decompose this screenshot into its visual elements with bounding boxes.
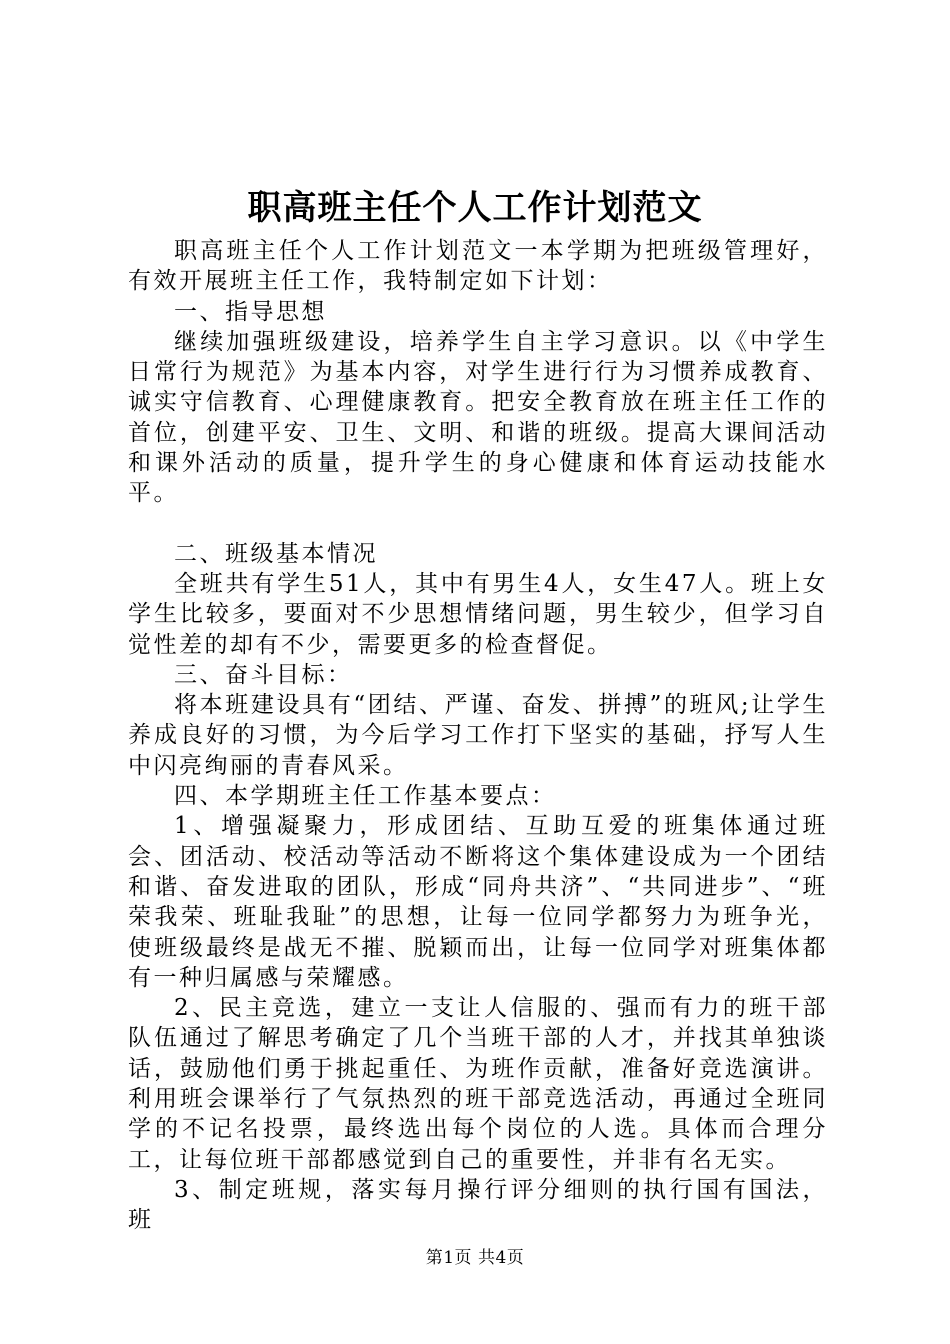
paragraph-point-2: 2、民主竞选，建立一支让人信服的、强而有力的班干部队伍通过了解思考确定了几个当班干部的人才，并找其单独谈话，鼓励他们勇于挑起重任、为班作贡献，准备好竞选演讲。利用班会课举行了气氛热烈的班干部竞选活动，再通过全班同学的不记名投票，最终选出每个岗位的人选。具体而合理分工，让每位班干部都感觉到自己的重要性，并非有名无实。	[128, 995, 828, 1173]
paragraph-goals: 将本班建设具有“团结、严谨、奋发、拼搏”的班风;让学生养成良好的习惯，为今后学习工作打下坚实的基础，抒写人生中闪亮绚丽的青春风采。	[128, 692, 828, 779]
heading-guiding-thought: 一、指导思想	[174, 298, 327, 325]
heading-class-situation: 二、班级基本情况	[174, 540, 378, 567]
paragraph-intro: 职高班主任个人工作计划范文一本学期为把班级管理好，有效开展班主任工作，我特制定如下计划：	[128, 238, 828, 295]
paragraph-class-situation: 全班共有学生51人，其中有男生4人，女生47人。班上女学生比较多，要面对不少思想情绪问题，男生较少，但学习自觉性差的却有不少，需要更多的检查督促。	[128, 570, 828, 658]
document-body	[128, 236, 828, 1236]
paragraph-guiding-thought: 继续加强班级建设，培养学生自主学习意识。以《中学生日常行为规范》为基本内容，对学生进行行为习惯养成教育、诚实守信教育、心理健康教育。把安全教育放在班主任工作的首位，创建平安、卫生、文明、和谐的班级。提高大课间活动和课外活动的质量，提升学生的身心健康和体育运动技能水平。	[128, 328, 828, 507]
paragraph-point-1: 1、增强凝聚力，形成团结、互助互爱的班集体通过班会、团活动、校活动等活动不断将这个集体建设成为一个团结和谐、奋发进取的团队，形成“同舟共济”、“共同进步”、“班荣我荣、班耻我耻”的思想，让每一位同学都努力为班争光，使班级最终是战无不摧、脱颖而出，让每一位同学对班集体都有一种归属感与荣耀感。	[128, 813, 828, 991]
page-number: 第1页 共4页	[425, 1248, 525, 1268]
paragraph-point-3: 3、制定班规，落实每月操行评分细则的执行国有国法，班	[128, 1176, 828, 1234]
document-title: 职高班主任个人工作计划范文	[247, 188, 703, 228]
heading-goals: 三、奋斗目标：	[174, 661, 353, 688]
heading-key-points: 四、本学期班主任工作基本要点：	[174, 783, 557, 810]
